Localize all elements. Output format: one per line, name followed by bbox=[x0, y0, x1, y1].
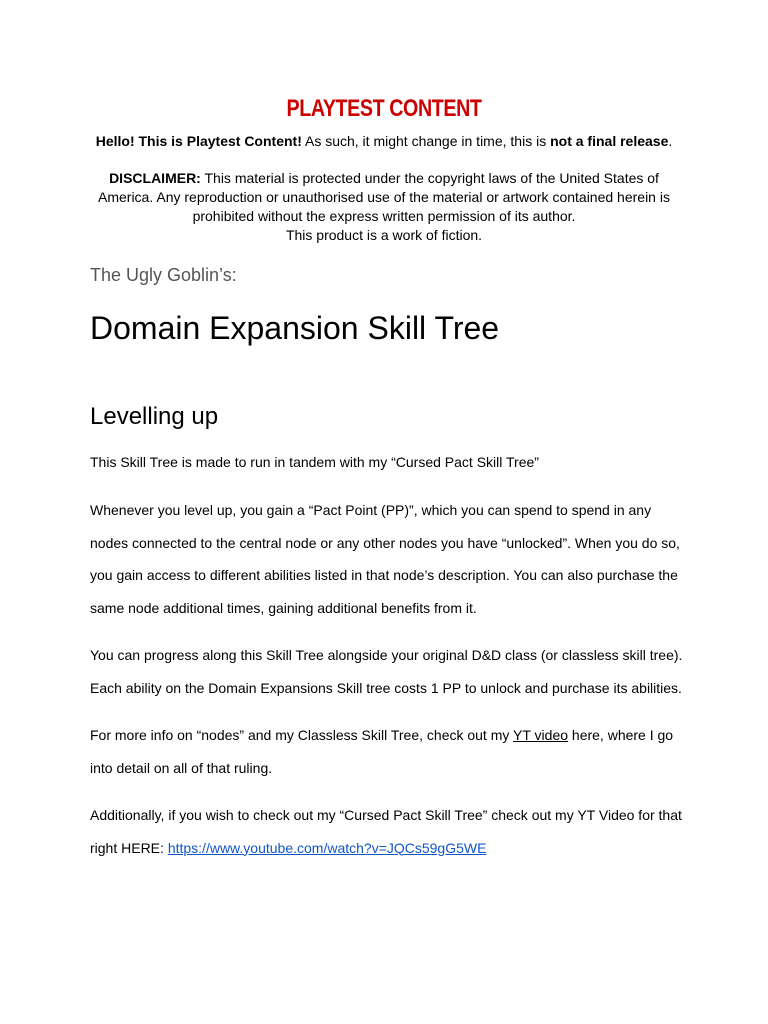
disclaimer-block bbox=[90, 169, 678, 245]
hello-mid: As such, it might change in time, this is bbox=[301, 133, 551, 149]
fiction-notice: This product is a work of fiction. bbox=[285, 227, 483, 243]
document-title: Domain Expansion Skill Tree bbox=[90, 310, 500, 346]
paragraph-3: You can progress along this Skill Tree alongside your original D&D class (or classless skill tree). Each ability on the Domain Expansions Skill tree costs 1 PP to unlock and purchase its abilities. bbox=[90, 647, 683, 696]
yt-video-link[interactable]: YT video bbox=[513, 727, 569, 743]
paragraph-4 bbox=[90, 719, 690, 784]
disclaimer-text: This material is protected under the copyright laws of the United States of America. Any reproduction or unauthorised use of the material or artwork contained herein is prohibited without the express written permission of its author. bbox=[98, 170, 670, 224]
hello-bold-lead: Hello! This is Playtest Content! bbox=[95, 133, 302, 149]
section-heading: Levelling up bbox=[90, 403, 219, 430]
playtest-banner: PLAYTEST CONTENT bbox=[286, 95, 482, 122]
disclaimer-label: DISCLAIMER: bbox=[109, 170, 201, 186]
paragraph-5 bbox=[90, 799, 690, 864]
p5-text-before: Additionally, if you wish to check out my “Cursed Pact Skill Tree” check out my YT Video for that right HERE: bbox=[90, 807, 682, 856]
hello-bold-end: not a final release bbox=[550, 133, 669, 149]
paragraph-1: This Skill Tree is made to run in tandem with my “Cursed Pact Skill Tree” bbox=[90, 454, 539, 470]
youtube-url-link[interactable]: https://www.youtube.com/watch?v=JQCs59gG5WE bbox=[167, 839, 487, 856]
p4-text-before: For more info on “nodes” and my Classless Skill Tree, check out my bbox=[90, 727, 514, 743]
hello-tail: . bbox=[668, 133, 673, 149]
document-subtitle: The Ugly Goblin’s: bbox=[90, 265, 237, 285]
paragraph-2: Whenever you level up, you gain a “Pact Point (PP)”, which you can spend to spend in any nodes connected to the central node or any other nodes you have “unlocked”. When you do so, you gain access to different abilities listed in that node’s description. You can also purchase the same node additional times, gaining additional benefits from it. bbox=[90, 502, 680, 616]
hello-notice bbox=[90, 132, 678, 151]
p4-text-after: here, where I go into detail on all of that ruling. bbox=[90, 727, 674, 776]
